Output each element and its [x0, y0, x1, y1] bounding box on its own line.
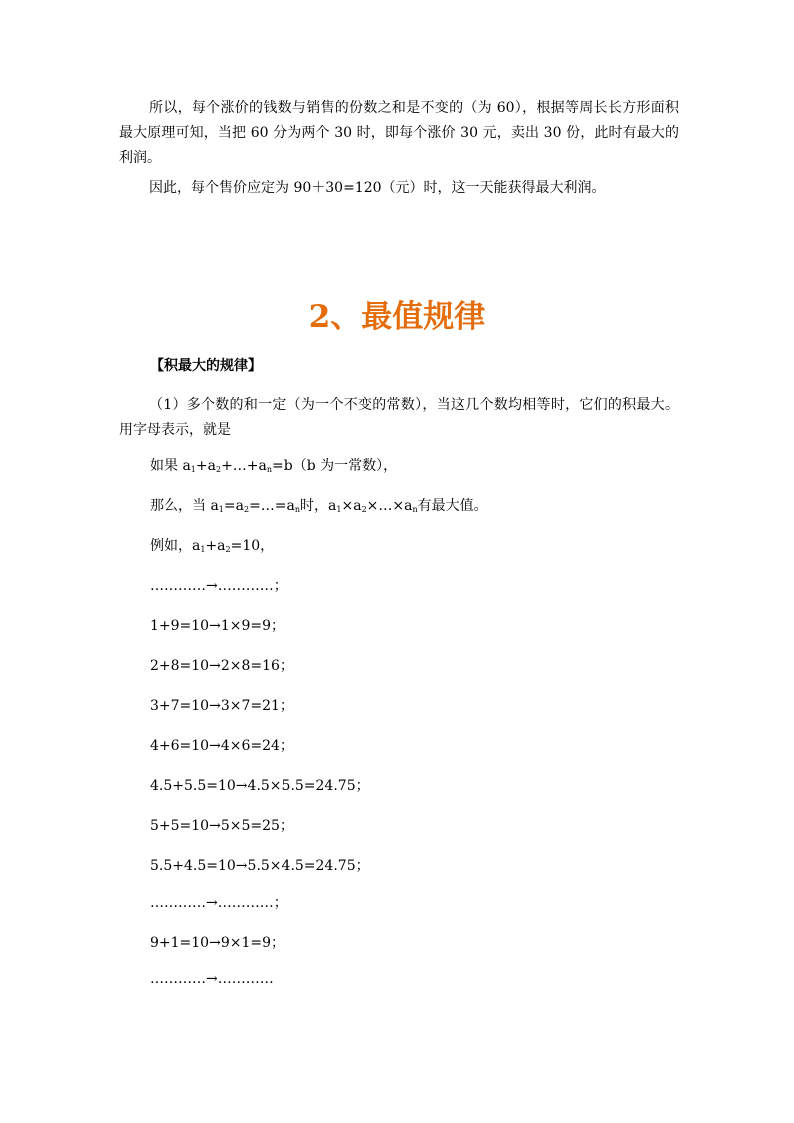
formula-then-line: 那么，当 $a_1=a_2=\dots=a_n$时，$a_1\times a_2\times\dots\times a_n$有最大值。 [150, 498, 488, 514]
paragraph-rule-intro: （1）多个数的和一定（为一个不变的常数），当这几个数均相等时，它们的积最大。用字母表示，就是 [119, 397, 679, 438]
formula-example-line: 例如，$a_1+a_2=10$， [150, 538, 275, 554]
paragraph-profit-reasoning: 所以，每个涨价的钱数与销售的份数之和是不变的（为 60），根据等周长长方形面积最大原理可知，当把 60 分为两个 30 时，即每个涨价 30 元，卖出 30 份，此时有最大的利润。 [119, 100, 679, 166]
section-heading: 2、最值规律 [308, 299, 486, 335]
example-line: 1+9=10→1×9=9； [150, 618, 286, 634]
subheading-max-product-rule: 【积最大的规律】 [150, 358, 262, 374]
example-line: 9+1=10→9×1=9； [150, 935, 286, 951]
example-line: …………→………… [150, 971, 274, 987]
example-line: 3+7=10→3×7=21； [150, 698, 294, 714]
example-line: …………→…………； [150, 578, 288, 594]
example-line: 4+6=10→4×6=24； [150, 738, 294, 754]
example-line: …………→…………； [150, 895, 288, 911]
paragraph-price-conclusion: 因此，每个售价应定为 90＋30=120（元）时，这一天能获得最大利润。 [149, 180, 606, 196]
formula-if-line: 如果 $a_1+a_2+\dots+a_n=b(b$ 为一常数）， [150, 458, 398, 474]
example-line: 2+8=10→2×8=16； [150, 658, 294, 674]
example-line: 4.5+5.5=10→4.5×5.5=24.75； [150, 778, 370, 794]
example-line: 5.5+4.5=10→5.5×4.5=24.75； [150, 858, 370, 874]
example-line: 5+5=10→5×5=25； [150, 818, 294, 834]
